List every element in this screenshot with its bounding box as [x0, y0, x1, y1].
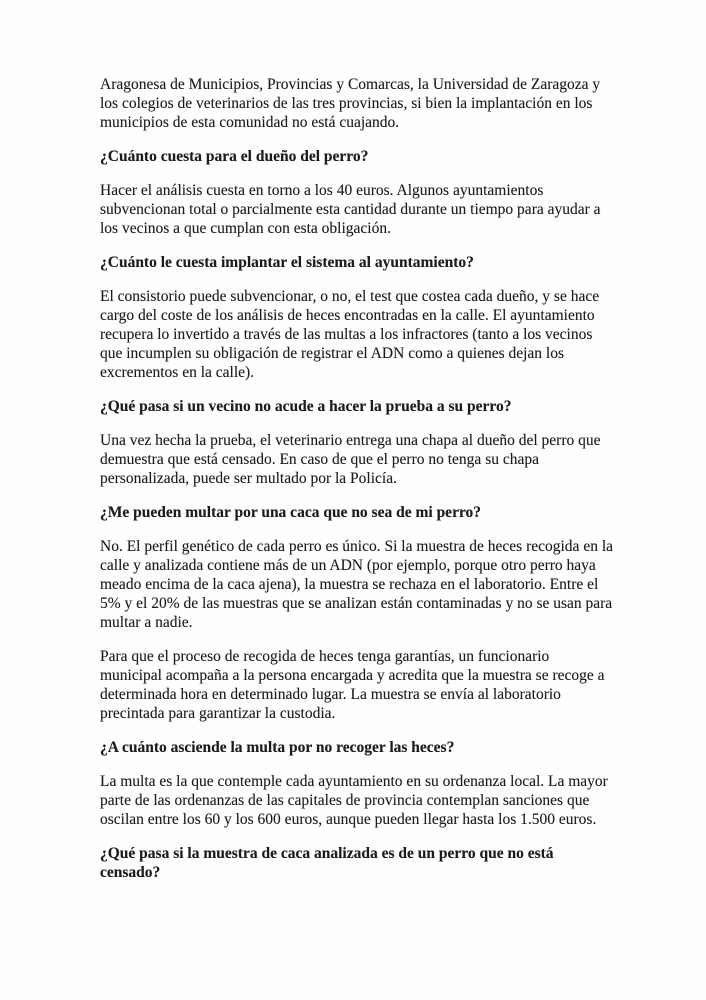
question-heading-no-test: ¿Qué pasa si un vecino no acude a hacer la prueba a su perro?	[100, 398, 512, 415]
answer-paragraph: No. El perfil genético de cada perro es único. Si la muestra de heces recogida en la calle y analizada contiene más de un ADN (por ejemplo, porque otro perro haya meado encima de la caca ajena), la muestra se rechaza en el laboratorio. Entre el 5% y el 20% de las muestras que se analizan están contaminadas y no se usan para multar a nadie.	[100, 538, 614, 631]
answer-paragraph: Hacer el análisis cuesta en torno a los 40 euros. Algunos ayuntamientos subvencionan total o parcialmente esta cantidad durante un tiempo para ayudar a los vecinos a que cumplan con esta obligación.	[100, 182, 601, 237]
answer-paragraph: El consistorio puede subvencionar, o no, el test que costea cada dueño, y se hace cargo del coste de los análisis de heces encontradas en la calle. El ayuntamiento recupera lo invertido a través de las multas a los infractores (tanto a los vecinos que incumplen su obligación de registrar el ADN como a quienes dejan los excrementos en la calle).	[100, 288, 600, 381]
answer-paragraph: Para que el proceso de recogida de heces tenga garantías, un funcionario municipal acompaña a la persona encargada y acredita que la muestra se recoge a determinada hora en determinado lugar. La muestra se envía al laboratorio precintada para garantizar la custodia.	[100, 648, 605, 722]
question-heading-cost-city: ¿Cuánto le cuesta implantar el sistema al ayuntamiento?	[100, 254, 474, 271]
intro-paragraph: Aragonesa de Municipios, Provincias y Comarcas, la Universidad de Zaragoza y los colegios de veterinarios de las tres provincias, si bien la implantación en los municipios de esta comunidad no está cuajando.	[100, 76, 601, 131]
document-text-block	[100, 75, 614, 897]
answer-paragraph: Una vez hecha la prueba, el veterinario entrega una chapa al dueño del perro que demuestra que está censado. En caso de que el perro no tenga su chapa personalizada, puede ser multado por la Policía.	[100, 432, 601, 487]
answer-paragraph: La multa es la que contemple cada ayuntamiento en su ordenanza local. La mayor parte de las ordenanzas de las capitales de provincia contemplan sanciones que oscilan entre los 60 y los 600 euros, aunque pueden llegar hasta los 1.500 euros.	[100, 773, 608, 828]
question-heading-cost-owner: ¿Cuánto cuesta para el dueño del perro?	[100, 148, 369, 165]
question-heading-unregistered-dog: ¿Qué pasa si la muestra de caca analizada es de un perro que no está censado?	[100, 845, 554, 881]
question-heading-wrong-dog-fine: ¿Me pueden multar por una caca que no sea de mi perro?	[100, 504, 482, 521]
question-heading-fine-amount: ¿A cuánto asciende la multa por no recoger las heces?	[100, 739, 455, 756]
